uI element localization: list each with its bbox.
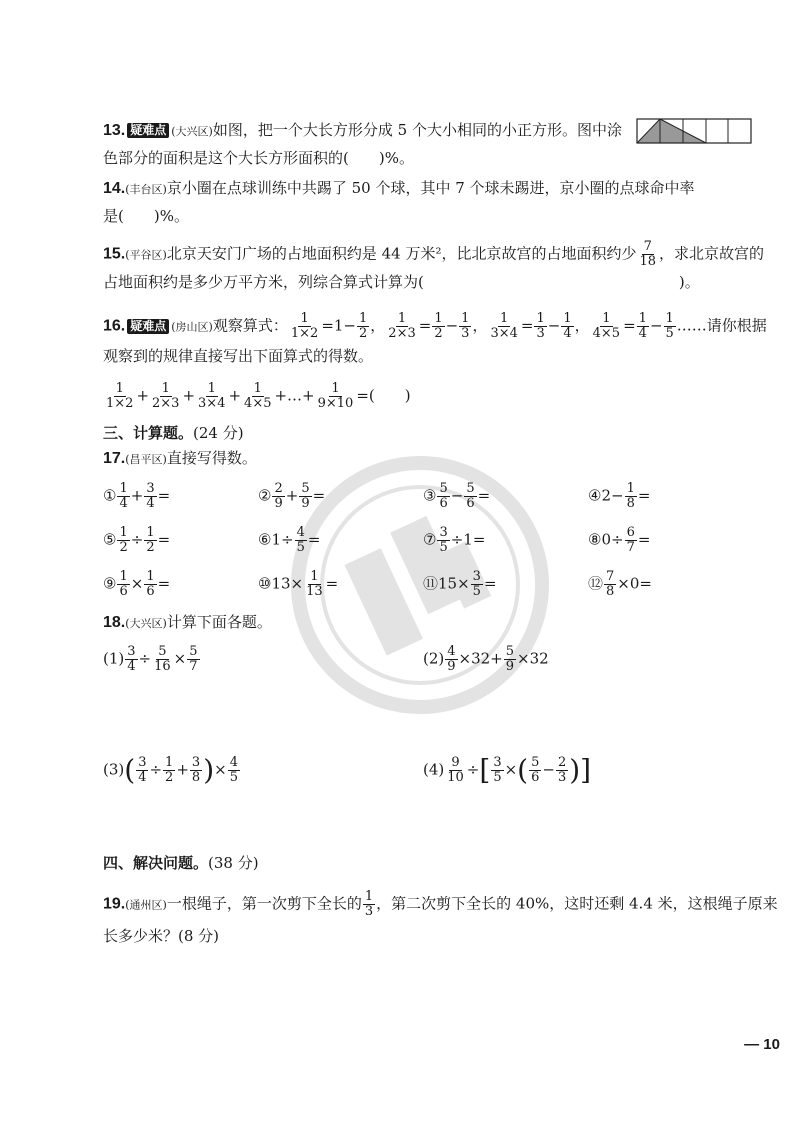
question-number: 13. (103, 122, 126, 139)
question-15-line-2: 占地面积约是多少万平方米，列综合算式计算为( )。 (103, 273, 700, 291)
section-3-heading: 三、计算题。(24 分) (103, 424, 244, 442)
question-19-line-1: 19.(通州区)一根绳子，第一次剪下全长的 $\frac{1}{3}$ ，第二次剪下全长的 40%，这时还剩 4.4 米，这根绳子原来 (103, 889, 778, 919)
district-label: (大兴区) (171, 125, 213, 138)
calc-item-1: ① $\frac{1}{4}$ + $\frac{3}{4}$ = (103, 481, 171, 511)
question-text: 北京天安门广场的占地面积约是 44 万米²，比北京故宫的占地面积约少 (166, 244, 637, 263)
calc-item-11: ⑪15× $\frac{3}{5}$ = (423, 569, 497, 599)
calc-item-2: ② $\frac{2}{9}$ + $\frac{5}{9}$ = (258, 481, 326, 511)
question-text: 观察算式： (212, 316, 288, 335)
calc-item-4: ④2− $\frac{1}{8}$ = (588, 481, 651, 511)
question-15-line-1 (103, 240, 764, 269)
question-14-line-2: 是( )%。 (103, 207, 189, 225)
fraction: $\frac{7}{18}$ (639, 239, 657, 269)
calc-problem-1: (1) $\frac{3}{4}$ ÷ $\frac{5}{16}$ × $\frac{5}{7}$ (103, 644, 198, 674)
section-4-heading: 四、解决问题。(38 分) (103, 854, 259, 872)
calc-problem-2: (2) $\frac{4}{9}$ ×32+ $\frac{5}{9}$ ×32 (423, 644, 549, 674)
rectangle-figure (636, 118, 752, 144)
answer-blank: =( ) (356, 386, 411, 405)
district-label: (平谷区) (125, 248, 167, 262)
question-17-heading: 17.(昌平区)直接写得数。 (103, 449, 257, 467)
question-16-expression: $\frac{1}{1\times 2}$ + $\frac{1}{2\times 3}$ + $\frac{1}{3\times 4}$ + $\frac{1}{4\times 5}$ +…+ $\frac{1}{9\times 10}$ =( ) (106, 381, 411, 411)
calc-item-8: ⑧0÷ $\frac{6}{7}$ = (588, 525, 651, 555)
question-number: 14. (103, 180, 126, 197)
difficulty-tag: 疑难点 (127, 123, 169, 138)
question-text: ……请你根据 (676, 316, 767, 335)
difficulty-tag: 疑难点 (127, 319, 169, 334)
question-text: 如图，把一个大长方形分成 5 个大小相同的小正方形。图中涂 (212, 121, 622, 139)
question-text: ，求北京故宫的 (659, 244, 765, 263)
question-number: 15. (103, 245, 126, 263)
question-text: 京小圈在点球训练中共踢了 50 个球，其中 7 个球未踢进，京小圈的点球命中率 (166, 179, 695, 197)
question-19-line-2: 长多少米？(8 分) (103, 927, 220, 945)
calc-problem-3: (3)( $\frac{3}{4}$ ÷ $\frac{1}{2}$ + $\frac{3}{8}$ )× $\frac{4}{5}$ (103, 753, 238, 787)
question-14-line-1 (103, 178, 695, 200)
question-13-line-2: 色部分的面积是这个大长方形面积的( )%。 (103, 149, 414, 167)
question-16-line-1: 16. 疑难点 (房山区)观察算式： $\frac{1}{1\times 2}$ =1− $\frac{1}{2}$ ， $\frac{1}{2\times 3}$ = $\frac{1}{2}$ − $\frac{1}{3}$ ， $\frac{1}{3\times 4}$ = $\frac{1}{3}$ − $\frac{1}{4}$ ， $\frac{1}{4\times 5}$ = $\frac{1}{4}$ − $\frac{1}{5}$ ……请你根据 (103, 311, 767, 341)
question-16-line-2: 观察到的规律直接写出下面算式的得数。 (103, 347, 374, 365)
question-13-line-1 (103, 120, 622, 142)
calc-item-3: ③ $\frac{5}{6}$ − $\frac{5}{6}$ = (423, 481, 491, 511)
calc-item-12: ⑫ $\frac{7}{8}$ ×0= (588, 569, 652, 599)
calc-item-10: ⑩13× $\frac{1}{13}$ = (258, 569, 339, 599)
district-label: (房山区) (171, 320, 213, 334)
calc-item-5: ⑤ $\frac{1}{2}$ ÷ $\frac{1}{2}$ = (103, 525, 171, 555)
calc-problem-4: (4) $\frac{9}{10}$ ÷[ $\frac{3}{5}$ ×( $\frac{5}{6}$ − $\frac{2}{3}$ )] (423, 753, 592, 787)
calc-item-7: ⑦ $\frac{3}{5}$ ÷1= (423, 525, 486, 555)
question-number: 16. (103, 317, 126, 335)
district-label: (丰台区) (125, 183, 167, 196)
calc-item-9: ⑨ $\frac{1}{6}$ × $\frac{1}{6}$ = (103, 569, 171, 599)
question-18-heading: 18.(大兴区)计算下面各题。 (103, 613, 272, 631)
page-number: — 10 (744, 1036, 780, 1053)
calc-item-6: ⑥1÷ $\frac{4}{5}$ = (258, 525, 321, 555)
